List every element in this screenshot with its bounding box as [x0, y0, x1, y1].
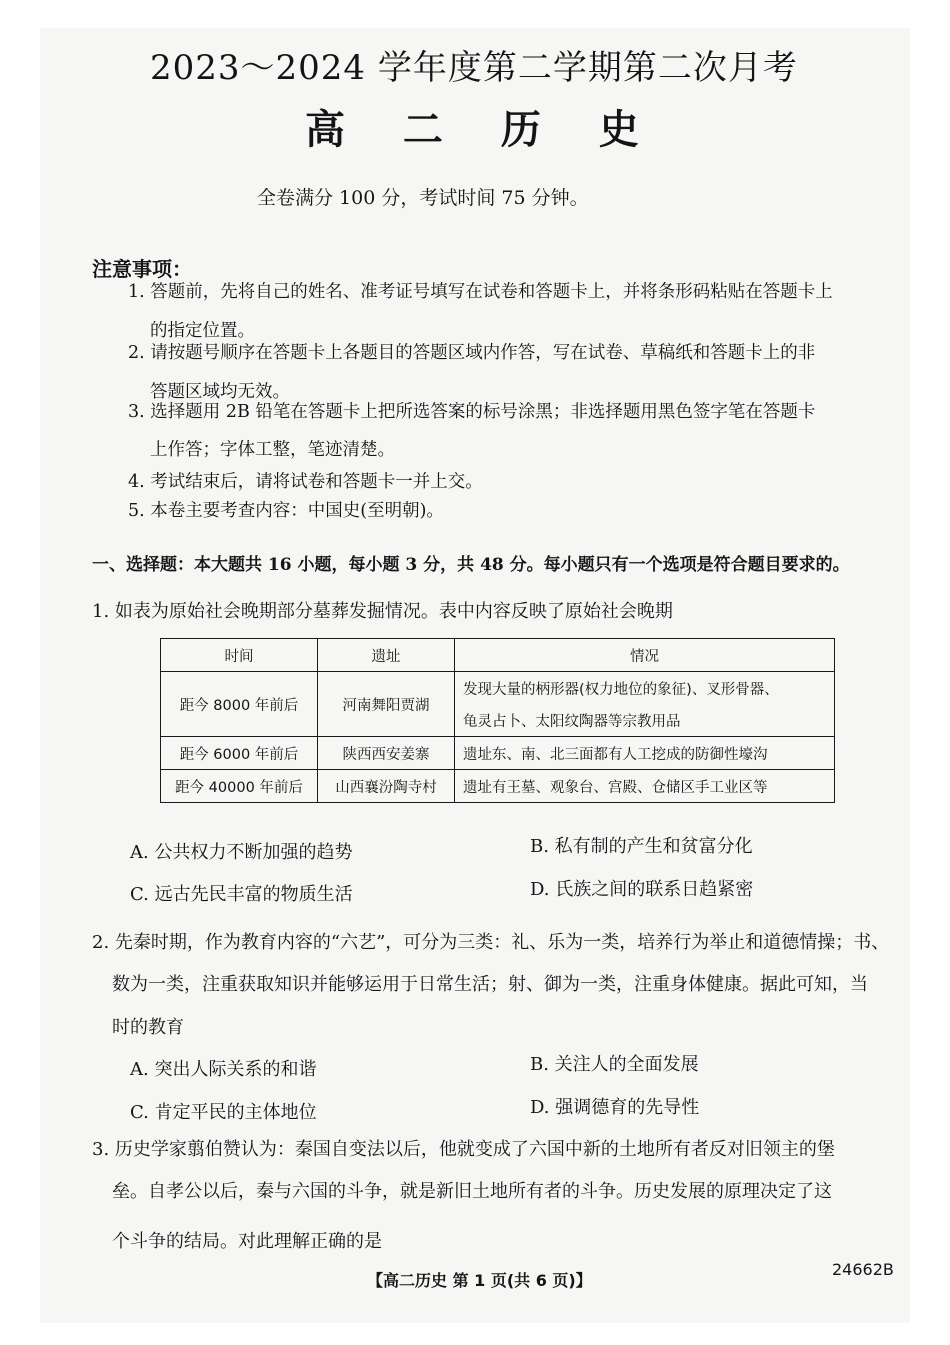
question-2-stem-cont: 数为一类，注重获取知识并能够运用于日常生活；射、御为一类，注重身体健康。据此可知，当	[112, 974, 868, 995]
question-1-option-d: D. 氏族之间的联系日趋紧密	[530, 879, 754, 900]
table-row	[161, 737, 835, 770]
table-cell-desc: 龟灵占卜、太阳纹陶器等宗教用品	[455, 704, 835, 737]
table-header: 情况	[455, 639, 835, 672]
question-2-stem: 2. 先秦时期，作为教育内容的“六艺”，可分为三类：礼、乐为一类，培养行为举止和道德情操；书、	[92, 932, 890, 953]
table-cell-site: 山西襄汾陶寺村	[318, 770, 455, 803]
question-2-option-c: C. 肯定平民的主体地位	[130, 1102, 317, 1123]
table-row	[161, 672, 835, 705]
exam-info: 全卷满分 100 分，考试时间 75 分钟。	[257, 187, 589, 209]
table-cell-desc: 遗址有王墓、观象台、宫殿、仓储区手工业区等	[455, 770, 835, 803]
notice-heading: 注意事项：	[92, 257, 192, 281]
question-2-option-a: A. 突出人际关系的和谐	[130, 1059, 317, 1080]
notice-item-cont: 上作答；字体工整，笔迹清楚。	[150, 440, 395, 460]
notice-item-cont: 答题区域均无效。	[150, 382, 290, 402]
page-footer: 【高二历史 第 1 页(共 6 页)】	[367, 1271, 592, 1290]
section-heading: 一、选择题：本大题共 16 小题，每小题 3 分，共 48 分。每小题只有一个选项是符合题目要求的。	[92, 555, 850, 575]
exam-title: 2023～2024 学年度第二学期第二次月考	[150, 48, 798, 88]
notice-item: 1. 答题前，先将自己的姓名、准考证号填写在试卷和答题卡上，并将条形码粘贴在答题卡上	[128, 282, 833, 302]
question-3-stem-cont: 垒。自孝公以后，秦与六国的斗争，就是新旧土地所有者的斗争。历史发展的原理决定了这	[112, 1181, 832, 1202]
table-header: 遗址	[318, 639, 455, 672]
notice-item: 5. 本卷主要考查内容：中国史(至明朝)。	[128, 501, 444, 521]
table-header: 时间	[161, 639, 318, 672]
table-cell-site: 河南舞阳贾湖	[318, 672, 455, 737]
paper-code: 24662B	[832, 1260, 894, 1279]
notice-item: 4. 考试结束后，请将试卷和答题卡一并上交。	[128, 472, 483, 492]
table-header-row	[161, 639, 835, 672]
question-3-stem-cont: 个斗争的结局。对此理解正确的是	[112, 1231, 382, 1252]
table-cell-time: 距今 8000 年前后	[161, 672, 318, 737]
subject-title: 高 二 历 史	[305, 106, 661, 153]
question-2-option-b: B. 关注人的全面发展	[530, 1054, 699, 1075]
table-cell-desc: 发现大量的柄形器(权力地位的象征)、叉形骨器、	[455, 672, 835, 705]
question-2-stem-cont: 时的教育	[112, 1017, 184, 1038]
table-cell-site: 陕西西安姜寨	[318, 737, 455, 770]
table-row	[161, 770, 835, 803]
question-1-option-c: C. 远古先民丰富的物质生活	[130, 884, 353, 905]
question-1-option-a: A. 公共权力不断加强的趋势	[130, 842, 353, 863]
question-1-stem: 1. 如表为原始社会晚期部分墓葬发掘情况。表中内容反映了原始社会晚期	[92, 601, 673, 622]
question-2-option-d: D. 强调德育的先导性	[530, 1097, 700, 1118]
notice-item: 3. 选择题用 2B 铅笔在答题卡上把所选答案的标号涂黑；非选择题用黑色签字笔在答题卡	[128, 402, 816, 422]
excavation-table	[160, 638, 835, 803]
notice-item: 2. 请按题号顺序在答题卡上各题目的答题区域内作答，写在试卷、草稿纸和答题卡上的非	[128, 343, 816, 363]
question-1-option-b: B. 私有制的产生和贫富分化	[530, 836, 753, 857]
question-3-stem: 3. 历史学家翦伯赞认为：秦国自变法以后，他就变成了六国中新的土地所有者反对旧领主的堡	[92, 1139, 835, 1160]
table-cell-desc: 遗址东、南、北三面都有人工挖成的防御性壕沟	[455, 737, 835, 770]
table-cell-time: 距今 6000 年前后	[161, 737, 318, 770]
table-cell-time: 距今 40000 年前后	[161, 770, 318, 803]
notice-item-cont: 的指定位置。	[150, 321, 255, 341]
